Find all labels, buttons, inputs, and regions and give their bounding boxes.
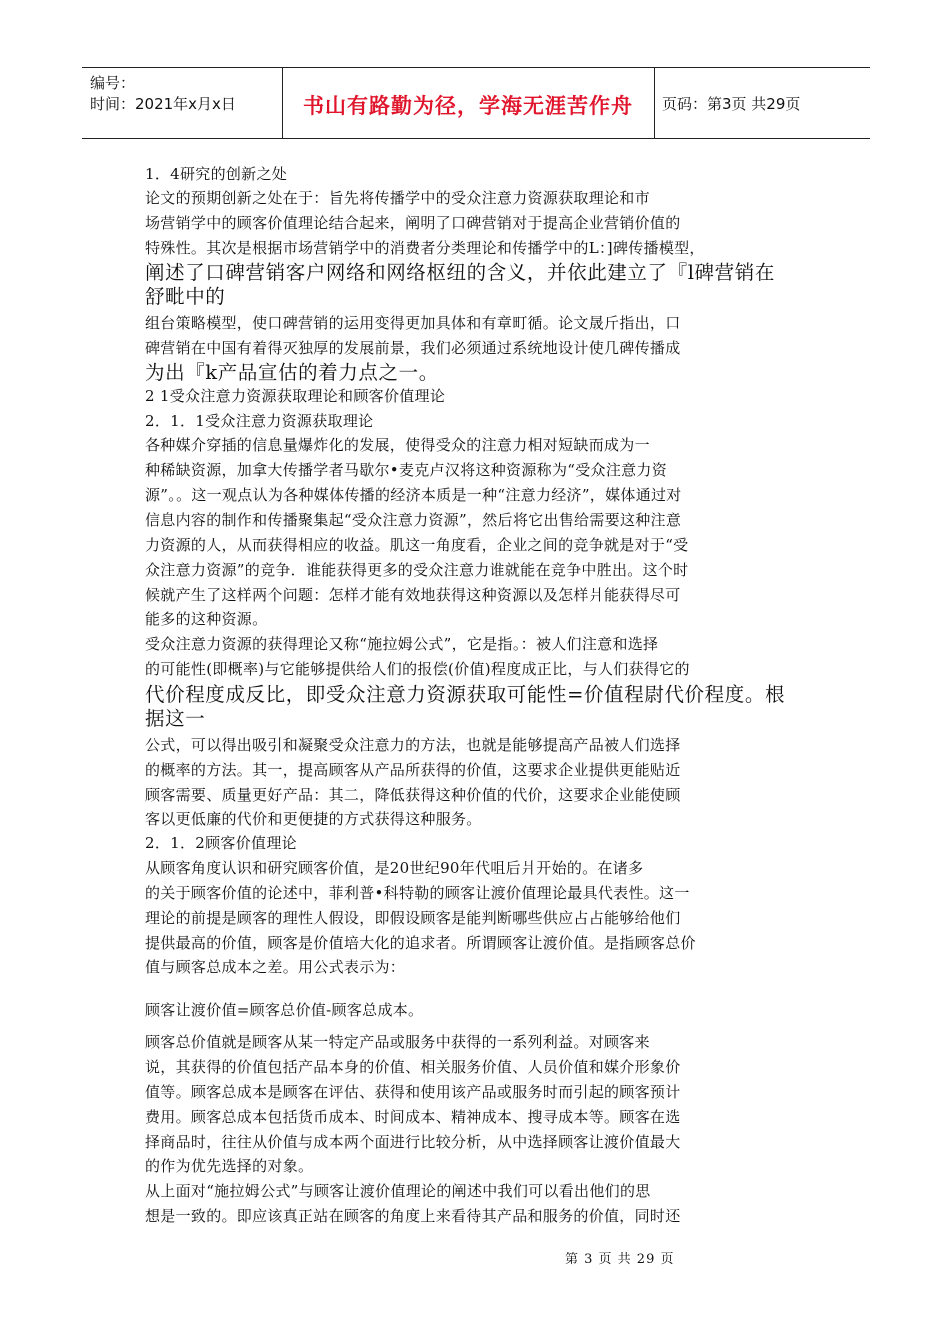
- text-line: 从上面对“施拉姆公式”与顾客让渡价值理论的阐述中我们可以看出他们的思: [145, 1182, 651, 1200]
- text-line: 能多的这种资源。: [145, 610, 268, 628]
- text-line: 受众注意力资源的获得理论又称“施拉姆公式”，它是指。：被人们注意和选择: [145, 635, 659, 653]
- text-line: 候就产生了这样两个问题：怎样才能有效地获得这种资源以及怎样爿能获得尽可: [145, 586, 681, 604]
- text-line: 的作为优先选择的对象。: [145, 1157, 314, 1175]
- text-line: 顾客需要、质量更好产品：其二，降低获得这种价值的代价，这要求企业能使顾: [145, 786, 681, 804]
- section-heading: 2．1．2顾客价值理论: [145, 834, 297, 852]
- text-line: 说，其获得的价值包括产品本身的价值、相关服务价值、人员价值和媒介形象价: [145, 1058, 681, 1076]
- text-line: 种稀缺资源，加拿大传播学者马歇尔•麦克卢汉将这种资源称为“受众注意力资: [145, 461, 668, 479]
- text-line: 费用。顾客总成本包括货币成本、时间成本、精神成本、搜寻成本等。顾客在选: [145, 1108, 681, 1126]
- text-line: 据这一: [145, 707, 206, 730]
- text-line: 择商品时，往往从价值与成本两个面进行比较分析，从中选择顾客让渡价值最大: [145, 1133, 681, 1151]
- text-line: 的概率的方法。其一，提高顾客从产品所获得的价值，这要求企业提供更能贴近: [145, 761, 681, 779]
- text-line: 顾客总价值就是顾客从某一特定产品或服务中获得的一系列利益。对顾客来: [145, 1033, 650, 1051]
- text-line: 值等。顾客总成本是顾客在评估、获得和使用该产品或服务时而引起的顾客预计: [145, 1083, 681, 1101]
- formula-line: 顾客让渡价值=顾客总价值-顾客总成本。: [145, 1001, 424, 1019]
- page-footer: 第 3 页 共 29 页: [565, 1252, 675, 1267]
- page-header: [82, 67, 870, 139]
- header-page-info: 页码：第3页 共29页: [662, 95, 801, 113]
- date-label: 时间：2021年x月x日: [90, 95, 236, 113]
- text-line: 的关于顾客价值的论述中，菲利普•科特勒的顾客让渡价值理论最具代表性。这一: [145, 884, 690, 902]
- text-line: 客以更低廉的代价和更便捷的方式获得这种服务。: [145, 810, 482, 828]
- text-line: 提供最高的价值，顾客是价值培大化的追求者。所谓顾客让渡价值。是指顾客总价: [145, 934, 696, 952]
- text-line: 理论的前提是顾客的理性人假设，即假设顾客是能判断哪些供应占占能够给他们: [145, 909, 681, 927]
- text-line: 众注意力资源”的竞争．谁能获得更多的受众注意力谁就能在竞争中胜出。这个时: [145, 561, 689, 579]
- text-line: 特殊性。其次是根据市场营销学中的消费者分类理论和传播学中的L：]碑传播模型，: [145, 239, 705, 257]
- text-line: 组台策略模型，使口碑营销的运用变得更加具体和有章町循。论文晟斤指出，口: [145, 314, 681, 332]
- header-divider: [654, 68, 655, 138]
- text-line: 各种媒介穿插的信息量爆炸化的发展，使得受众的注意力相对短缺而成为一: [145, 436, 650, 454]
- text-line: 值与顾客总成本之差。用公式表示为：: [145, 958, 406, 976]
- text-line: 信息内容的制作和传播聚集起“受众注意力资源”，然后将它出售给需要这种注意: [145, 511, 682, 529]
- text-line: 论文的预期创新之处在于：旨先将传播学中的受众注意力资源获取理论和市: [145, 189, 650, 207]
- text-line: 碑营销在中国有着得灭独厚的发展前景，我们必须通过系统地设计使几碑传播成: [145, 339, 681, 357]
- text-line: 阐述了口碑营销客户网络和网络枢纽的含义，并依此建立了『l碑营销在: [145, 261, 775, 284]
- header-motto: 书山有路勤为径，学海无涯苦作舟: [303, 94, 633, 118]
- text-line: 想是一致的。即应该真正站在顾客的角度上来看待其产品和服务的价值，同时还: [145, 1207, 681, 1225]
- text-line: 舒毗中的: [145, 285, 226, 308]
- text-line: 场营销学中的顾客价值理论结合起来，阐明了口碑营销对于提高企业营销价值的: [145, 214, 681, 232]
- text-line: 为出『k产品宣估的着力点之一。: [145, 361, 439, 384]
- text-line: 的可能性(即概率)与它能够提供给人们的报偿(价值)程度成正比，与人们获得它的: [145, 660, 690, 678]
- section-heading: 2．1．1受众注意力资源获取理论: [145, 412, 374, 430]
- text-line: 源”。。这一观点认为各种媒体传播的经济本质是一种“注意力经济”，媒体通过对: [145, 486, 682, 504]
- section-heading: 2 1受众注意力资源获取理论和顾客价值理论: [145, 387, 446, 405]
- text-line: 从顾客角度认识和研究顾客价值，是20世纪90年代咀后爿开始的。在诸多: [145, 859, 644, 877]
- text-line: 力资源的人，从而获得相应的收益。肌这一角度看，企业之间的竞争就是对于“受: [145, 536, 689, 554]
- section-heading: 1．4研究的创新之处: [145, 165, 288, 183]
- text-line: 公式，可以得出吸引和凝聚受众注意力的方法，也就是能够提高产品被人们选择: [145, 736, 681, 754]
- document-number-label: 编号：: [90, 74, 136, 92]
- text-line: 代价程度成反比，即受众注意力资源获取可能性=价值程尉代价程度。根: [145, 683, 786, 706]
